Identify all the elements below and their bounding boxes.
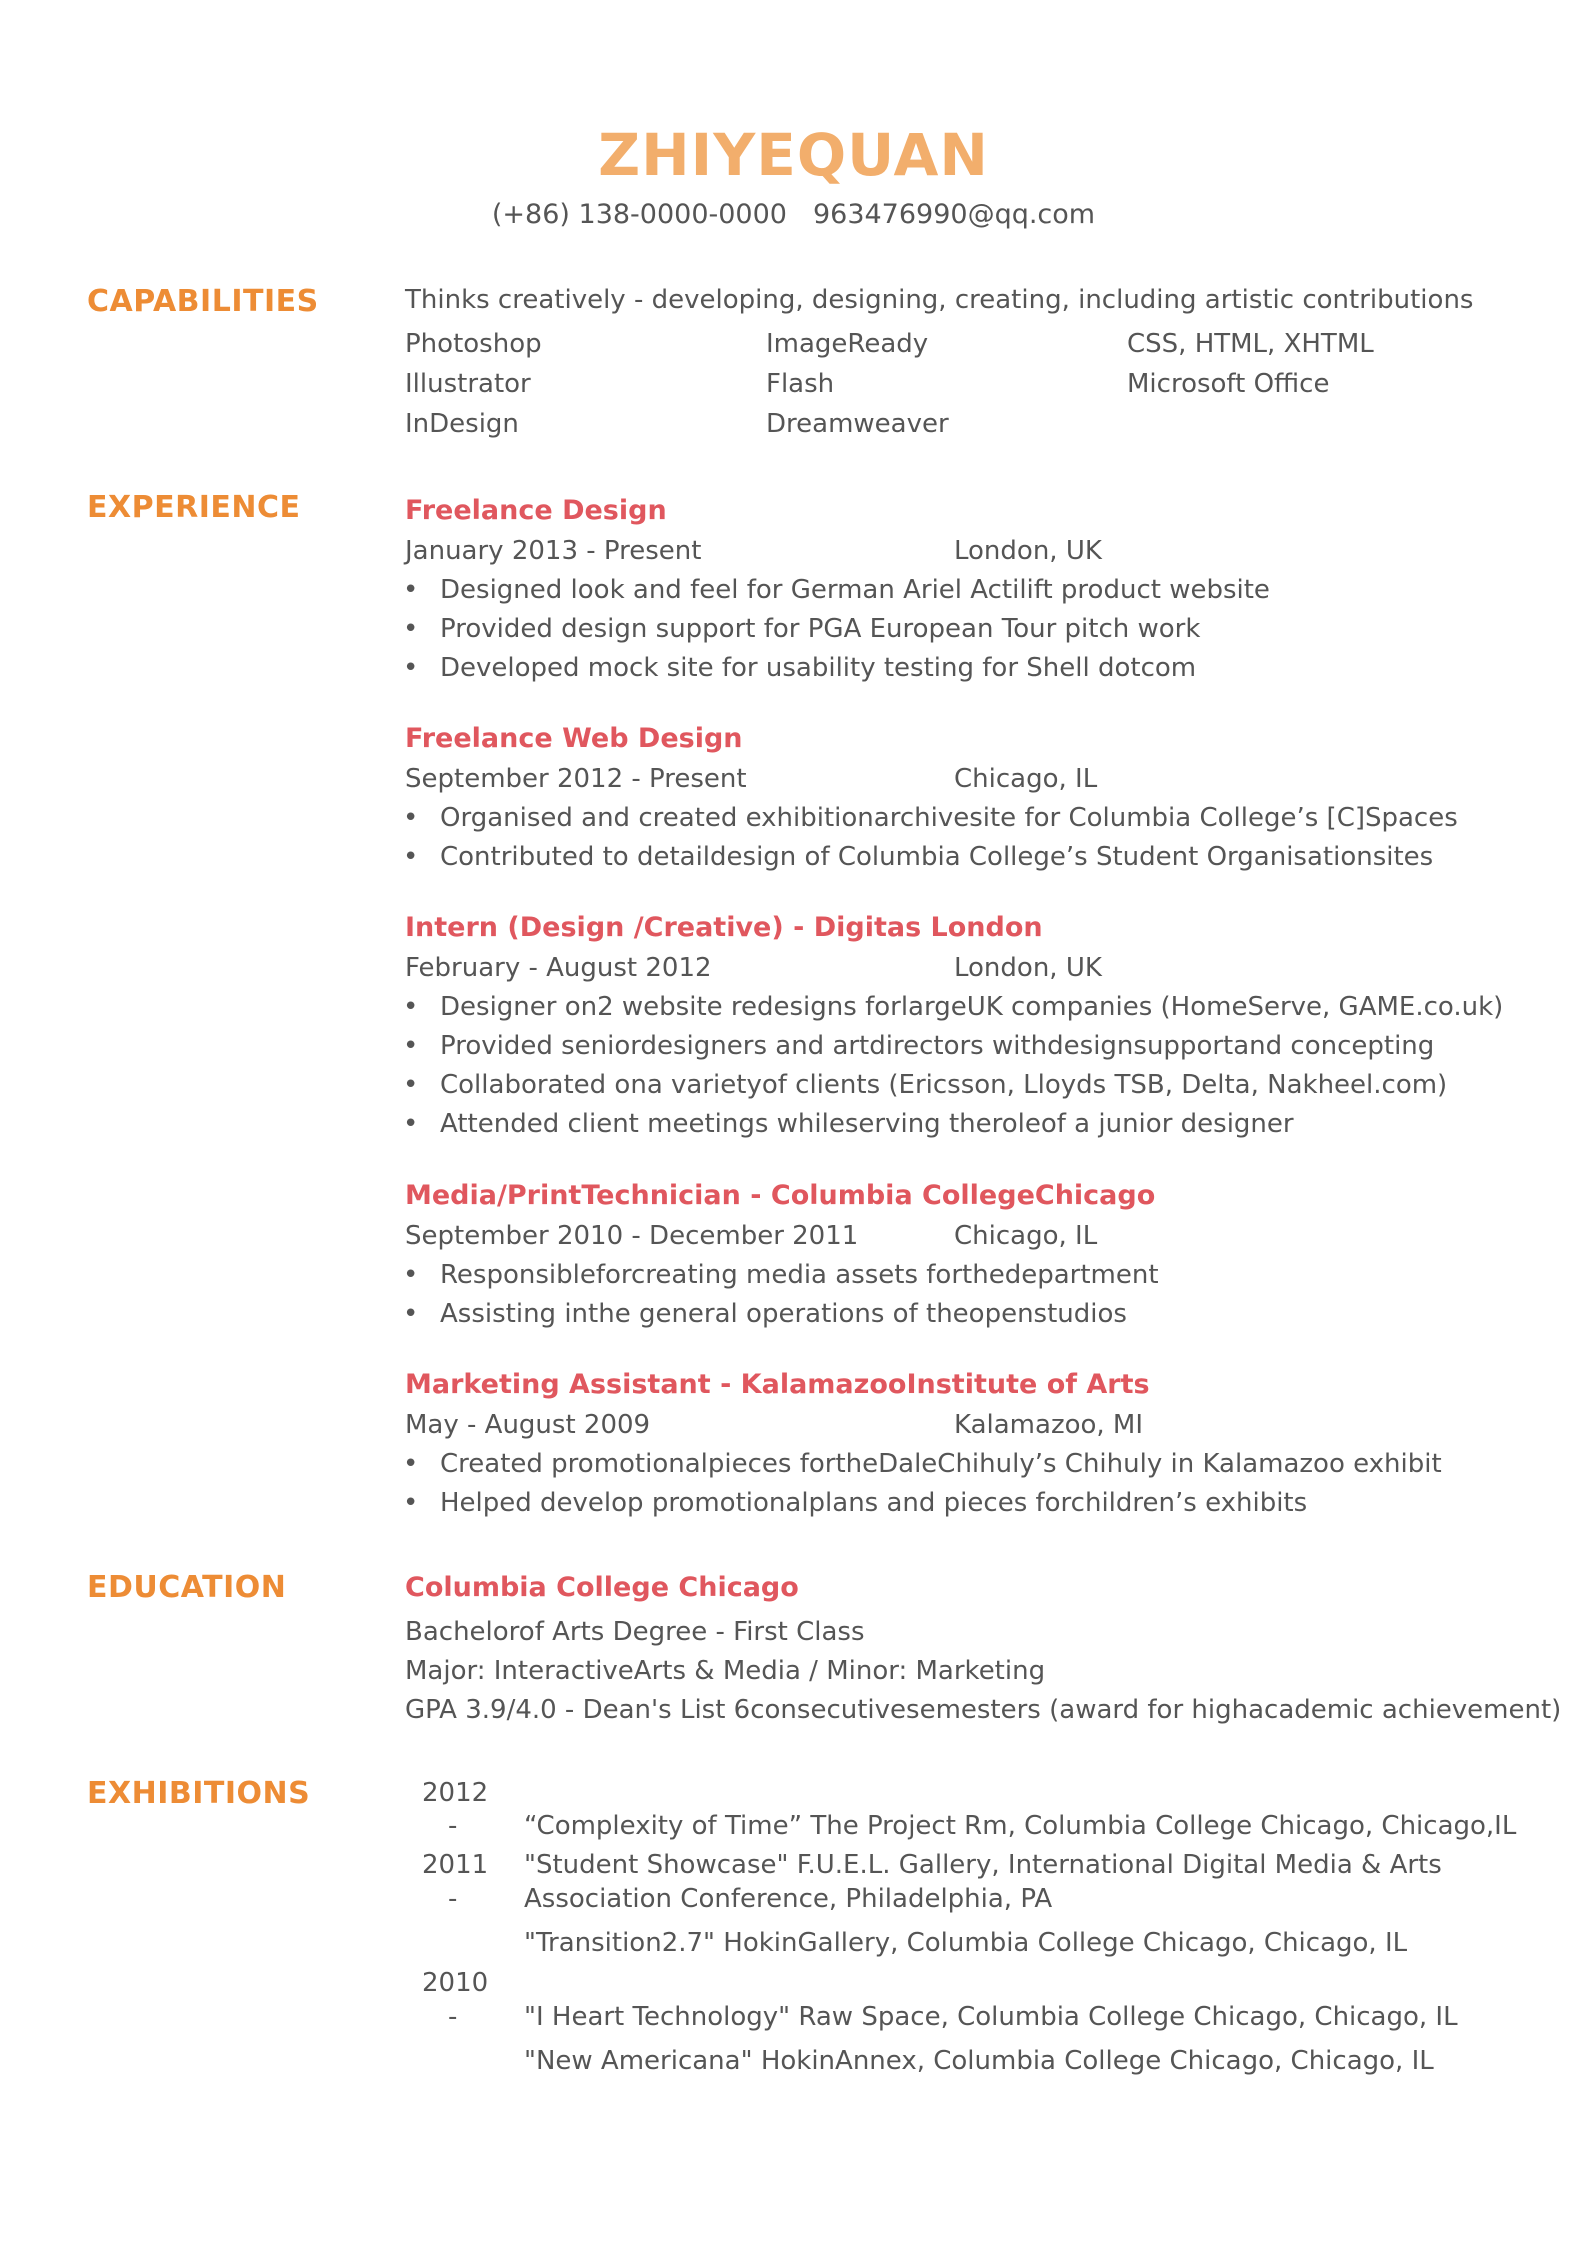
skill-item: CSS, HTML, XHTML — [1127, 329, 1374, 359]
job-title: Intern (Design /Creative) - Digitas London — [405, 912, 1043, 943]
exhibition-entry: Association Conference, Philadelphia, PA — [524, 1884, 1053, 1914]
bullet-icon: • — [403, 1070, 419, 1100]
job-bullet: Collaborated ona varietyof clients (Ericsson, Lloyds TSB, Delta, Nakheel.com) — [440, 1070, 1448, 1100]
skill-item: Dreamweaver — [766, 409, 949, 439]
job-title: Media/PrintTechnician - Columbia CollegeChicago — [405, 1180, 1156, 1211]
year-dash: - — [448, 1811, 458, 1841]
job-dates: September 2012 - Present — [405, 764, 747, 794]
job-title: Freelance Web Design — [405, 723, 743, 754]
bullet-icon: • — [403, 575, 419, 605]
job-dates: May - August 2009 — [405, 1410, 651, 1440]
contact-info — [0, 197, 1587, 233]
skill-item: InDesign — [405, 409, 519, 439]
job-bullet: Contributed to detaildesign of Columbia College’s Student Organisationsites — [440, 842, 1434, 872]
job-bullet: Provided design support for PGA European Tour pitch work — [440, 614, 1201, 644]
exhibition-entry: “Complexity of Time” The Project Rm, Columbia College Chicago, Chicago,IL — [524, 1811, 1517, 1841]
exhibitions-heading: EXHIBITIONS — [87, 1776, 311, 1811]
job-dates: February - August 2012 — [405, 953, 712, 983]
job-bullet: Designed look and feel for German Ariel Actilift product website — [440, 575, 1270, 605]
job-title: Marketing Assistant - KalamazooInstitute of Arts — [405, 1369, 1150, 1400]
skill-item: ImageReady — [766, 329, 929, 359]
education-heading: EDUCATION — [87, 1570, 287, 1605]
bullet-icon: • — [403, 614, 419, 644]
bullet-icon: • — [403, 992, 419, 1022]
exhibition-year: 2011 — [422, 1850, 489, 1880]
skill-item: Photoshop — [405, 329, 542, 359]
job-location: London, UK — [954, 536, 1102, 566]
job-bullet: Designer on2 website redesigns forlargeUK companies (HomeServe, GAME.co.uk) — [440, 992, 1504, 1022]
job-dates: September 2010 - December 2011 — [405, 1221, 859, 1251]
capabilities-summary: Thinks creatively - developing, designing, creating, including artistic contributions — [405, 285, 1474, 315]
job-bullet: Helped develop promotionalplans and pieces forchildren’s exhibits — [440, 1488, 1308, 1518]
bullet-icon: • — [403, 842, 419, 872]
exhibition-year: 2012 — [422, 1778, 489, 1808]
year-dash: - — [448, 1884, 458, 1914]
bullet-icon: • — [403, 1109, 419, 1139]
exhibition-year: 2010 — [422, 1968, 489, 1998]
exhibition-entry: "Student Showcase" F.U.E.L. Gallery, International Digital Media & Arts — [524, 1850, 1442, 1880]
experience-heading: EXPERIENCE — [87, 490, 301, 525]
bullet-icon: • — [403, 803, 419, 833]
exhibition-entry: "New Americana" HokinAnnex, Columbia College Chicago, Chicago, IL — [524, 2046, 1434, 2076]
bullet-icon: • — [403, 1449, 419, 1479]
bullet-icon: • — [403, 1031, 419, 1061]
phone-number: (+86) 138-0000-0000 — [491, 199, 787, 230]
job-location: London, UK — [954, 953, 1102, 983]
year-dash: - — [448, 2002, 458, 2032]
exhibition-entry: "I Heart Technology" Raw Space, Columbia College Chicago, Chicago, IL — [524, 2002, 1458, 2032]
school-name: Columbia College Chicago — [405, 1572, 799, 1603]
skill-item: Illustrator — [405, 369, 531, 399]
bullet-icon: • — [403, 1299, 419, 1329]
job-location: Chicago, IL — [954, 764, 1098, 794]
job-bullet: Developed mock site for usability testing for Shell dotcom — [440, 653, 1197, 683]
job-dates: January 2013 - Present — [405, 536, 702, 566]
bullet-icon: • — [403, 653, 419, 683]
job-location: Kalamazoo, MI — [954, 1410, 1144, 1440]
job-location: Chicago, IL — [954, 1221, 1098, 1251]
education-line: Major: InteractiveArts & Media / Minor: Marketing — [405, 1656, 1046, 1686]
email-address: 963476990@qq.com — [812, 199, 1096, 230]
candidate-name: ZHIYEQUAN — [598, 121, 989, 189]
job-bullet: Responsibleforcreating media assets forthedepartment — [440, 1260, 1159, 1290]
exhibition-entry: "Transition2.7" HokinGallery, Columbia College Chicago, Chicago, IL — [524, 1928, 1408, 1958]
job-bullet: Provided seniordesigners and artdirectors withdesignsupportand concepting — [440, 1031, 1435, 1061]
job-bullet: Assisting inthe general operations of theopenstudios — [440, 1299, 1127, 1329]
job-bullet: Organised and created exhibitionarchivesite for Columbia College’s [C]Spaces — [440, 803, 1458, 833]
capabilities-heading: CAPABILITIES — [87, 284, 319, 319]
job-bullet: Attended client meetings whileserving theroleof a junior designer — [440, 1109, 1294, 1139]
job-title: Freelance Design — [405, 495, 667, 526]
bullet-icon: • — [403, 1488, 419, 1518]
skill-item: Flash — [766, 369, 835, 399]
bullet-icon: • — [403, 1260, 419, 1290]
education-line: Bachelorof Arts Degree - First Class — [405, 1617, 865, 1647]
skill-item: Microsoft Office — [1127, 369, 1330, 399]
education-line: GPA 3.9/4.0 - Dean's List 6consecutivesemesters (award for highacademic achievement) — [405, 1695, 1562, 1725]
job-bullet: Created promotionalpieces fortheDaleChihuly’s Chihuly in Kalamazoo exhibit — [440, 1449, 1442, 1479]
